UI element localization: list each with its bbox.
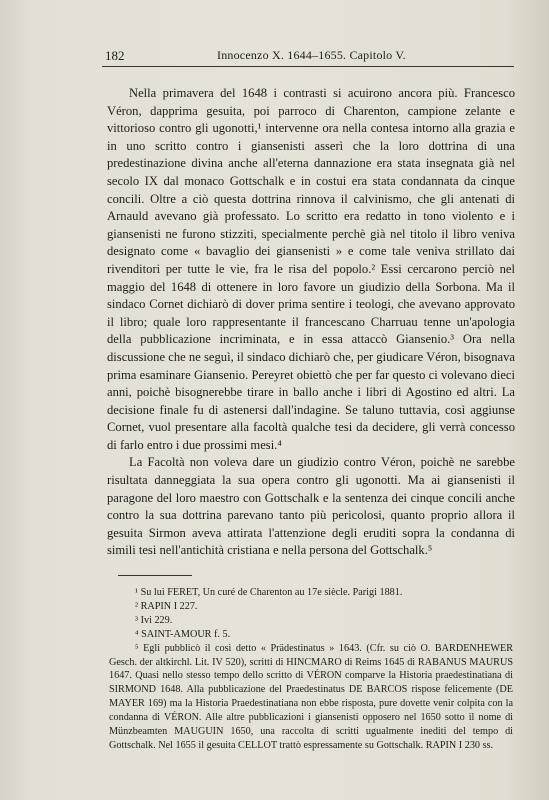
- page-number: 182: [105, 48, 125, 63]
- paragraph-2: La Facoltà non voleva dare un giudizio contro Véron, poichè ne sarebbe risultata danneggiata la sua opera contro gli ugonotti. Ma ai giansenisti il paragone del loro maestro con Gottschalk e la sentenza dei cinque concili anche contro la sua dottrina parevano tanto più pericolosi, quanto proprio allora il gesuita Sirmon aveva attirata l'attenzione degli eruditi sopra la condanna di simili tesi nell'antichità cristiana e nella persona del Gottschalk.⁵: [107, 455, 515, 558]
- footnote-3: ³ Ivi 229.: [135, 614, 173, 626]
- running-title: Innocenzo X. 1644–1655. Capitolo V.: [217, 48, 406, 62]
- footnote-4: ⁴ SAINT-AMOUR f. 5.: [135, 628, 231, 640]
- footnote-1: ¹ Su lui FERET, Un curé de Charenton au 17e siècle. Parigi 1881.: [135, 587, 403, 598]
- header-rule: [102, 66, 514, 67]
- footnotes: [109, 586, 513, 753]
- main-text: [107, 85, 515, 560]
- footnote-rule: [118, 575, 192, 576]
- paragraph-1: Nella primavera del 1648 i contrasti si acuirono ancora più. Francesco Véron, dapprima gesuita, poi parroco di Charenton, campione zelante e vittorioso contro gli ugonotti,¹ intervenne ora nella contesa intorno alla grazia e in uno scritto contro i giansenisti asserì che la loro dottrina di una predestinazione divina anche all'eterna dannazione era stata insegnata già nel secolo IX dal monaco Gottschalk e in costui era stata condannata da cinque concili. Oltre a ciò questa dottrina rinnova il calvinismo, che gli antenati di Arnauld avevano già professato. Lo scritto era redatto in tono violento e i giansenisti ne furono stizziti, specialmente perchè già nel titolo il libro veniva designato come « bavaglio dei giansenisti » e come tale veniva strillato dai rivenditori per tutte le vie, fra le risa del popolo.² Essi cercarono perciò nel maggio del 1648 di ottenere in loro favore un giudizio della Sorbona. Ma il sindaco Cornet dichiarò di dover prima sentire i teologi, che avevano approvato il libro; quale loro rappresentante il francescano Charruau tenne un'apologia della pubblicazione incriminata, e in essa attaccò Giansenio.³ Ora nella discussione che ne seguì, il sindaco dichiarò che, per giudicare Véron, bisognava prima esaminare Giansenio. Pereyret obiettò che per far questo ci volevano dieci anni, poichè bisognerebbe tirare in ballo anche i libri di Agostino ed altri. La decisione finale fu di astenersi dall'indagine. Se taluno tuttavia, così aggiunse Cornet, vuol presentare alla facoltà qualche tesi da decidere, gli verrà concesso di farlo entro i due prossimi mesi.⁴: [107, 86, 515, 452]
- running-header: [105, 48, 513, 66]
- footnote-2: ² RAPIN I 227.: [135, 600, 198, 612]
- footnote-5: ⁵ Egli pubblicò il così detto « Prädestinatus » 1643. (Cfr. su ciò O. BARDENHEWER Gesch. der altkirchl. Lit. IV 520), scritti di HINCMARO di Reims 1645 di RABANUS MAURUS 1647. Quasi nello stesso tempo dello scritto di VÉRON comparve la Historia praedestinatiana di SIRMOND 1648. Alla pubblicazione del Praedestinatus DE BARCOS rispose felicemente (DE MAYER 169) ma la Historia Praedestinatiana non ebbe risposta, pure dovette venir colpita con la condanna di VÉRON. Alle altre pubblicazioni i giansenisti opposero nel 1650 sotto il nome di Münzbeamten MAUGUIN 1650, una raccolta di scritti ugualmente inediti del tempo di Gottschalk. Nel 1655 il gesuita CELLOT trattò espressamente su Gottschalk. RAPIN I 230 ss.: [109, 642, 513, 751]
